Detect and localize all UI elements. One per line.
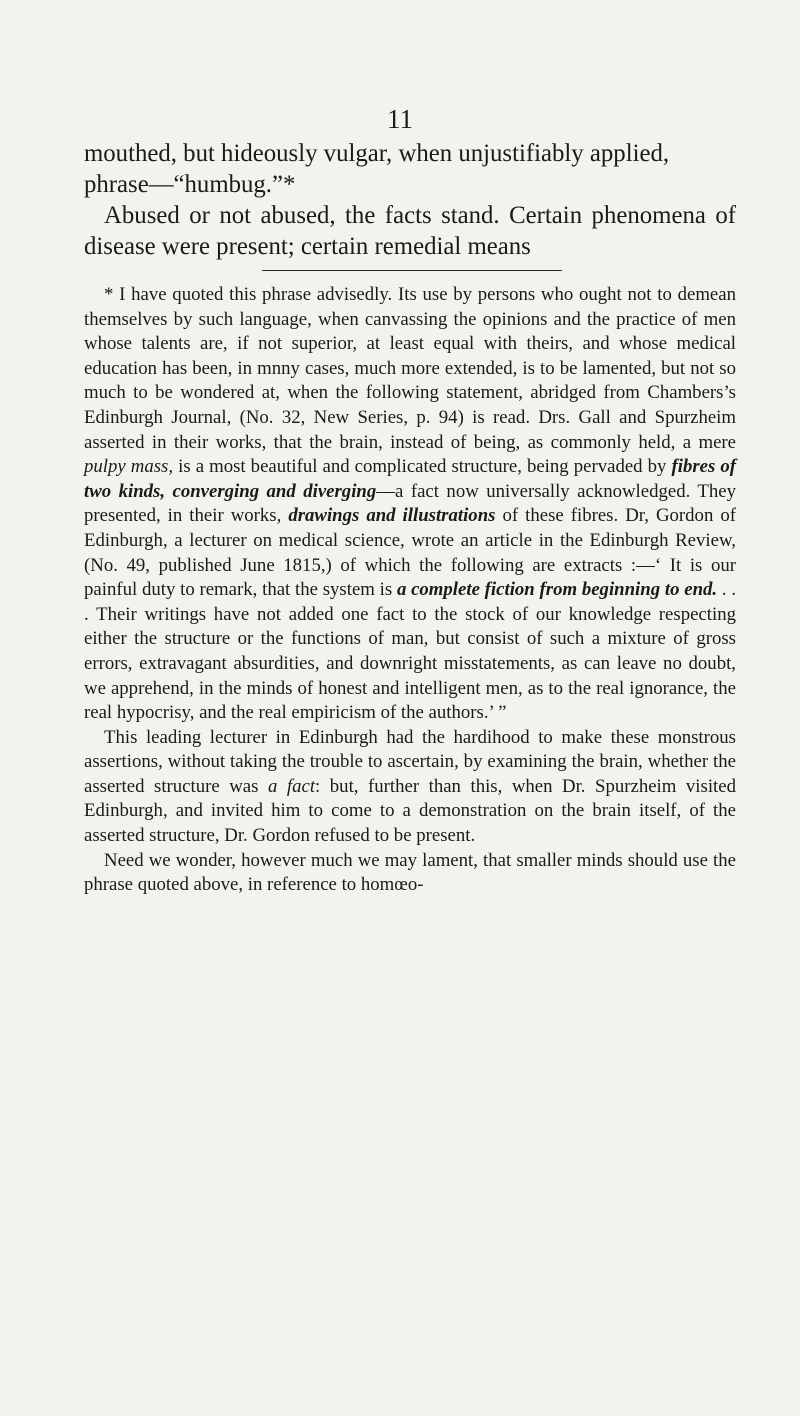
footnote-text: . . . Their writings have not added one fact to the stock of our knowledge respecting either the structure or the functions of man, but consist of such a mixture of gross errors, extravagant absurdities, and downright misstatements, as can leave no doubt, we apprehend, in the minds of honest and intelligent men, as to the real ignorance, the real hypocrisy, and the real empiricism of the authors.’ ” xyxy=(84,579,737,724)
footnote-italic: pulpy mass, xyxy=(84,456,174,478)
footnote-text: is a most beautiful and complicated structure, being pervaded by xyxy=(173,456,672,478)
main-text xyxy=(84,138,736,262)
footnote-text: of these fibres. Dr, Gordon of Edinburgh, a lecturer on medical science, wrote an article in the Edinburgh Review, (No. 49, published June 1815,) of which the following are extracts :—‘ It is our painful duty to remark, that the system is xyxy=(84,505,736,601)
footnote-italic: fibres of two kinds, converging and diverging xyxy=(84,456,736,502)
footnote-text: * I have quoted this phrase advisedly. Its use by persons who ought not to demean themselves by such language, when canvassing the opinions and the practice of men whose talents are, if not superior, at least equal with theirs, and whose medical education has been, in mnny cases, much more extended, is to be lamented, but not so much to be wondered at, when the following statement, abridged from Chambers’s Edinburgh Journal, (No. 32, New Series, p. 94) is read. Drs. Gall and Spurzheim asserted in their works, that the brain, instead of being, as commonly held, a mere xyxy=(84,284,736,453)
footnote-text: This leading lecturer in Edinburgh had the hardihood to make these monstrous assertions, without taking the trouble to ascertain, by examining the brain, whether the asserted structure was xyxy=(84,726,736,797)
footnote-text: : but, further than this, when Dr. Spurzheim visited Edinburgh, and invited him to come to a demonstration on the brain itself, of the asserted structure, Dr. Gordon refused to be present. xyxy=(84,775,736,847)
main-line-1: mouthed, but hideously vulgar, when unjustifiably applied, xyxy=(84,140,670,167)
footnote-paragraph-3: Need we wonder, however much we may lament, that smaller minds should use the phrase quoted above, in reference to homœo- xyxy=(84,849,736,896)
main-paragraph: Abused or not abused, the facts stand. Certain phenomena of disease were present; certain remedial means xyxy=(84,202,736,260)
footnote-paragraph-2 xyxy=(84,726,736,849)
footnote-divider xyxy=(262,270,562,271)
footnote-paragraph-1 xyxy=(84,283,736,726)
main-line-2: phrase—“humbug.”* xyxy=(84,171,296,198)
footnote-italic: a fact xyxy=(267,775,316,797)
footnote-italic: drawings and illustrations xyxy=(288,505,496,527)
page-number: 11 xyxy=(387,104,413,134)
footnote-text: —a fact now universally acknowledged. They presented, in their works, xyxy=(84,480,736,527)
footnote xyxy=(84,283,736,898)
footnote-italic: a complete fiction from beginning to end. xyxy=(396,579,718,601)
